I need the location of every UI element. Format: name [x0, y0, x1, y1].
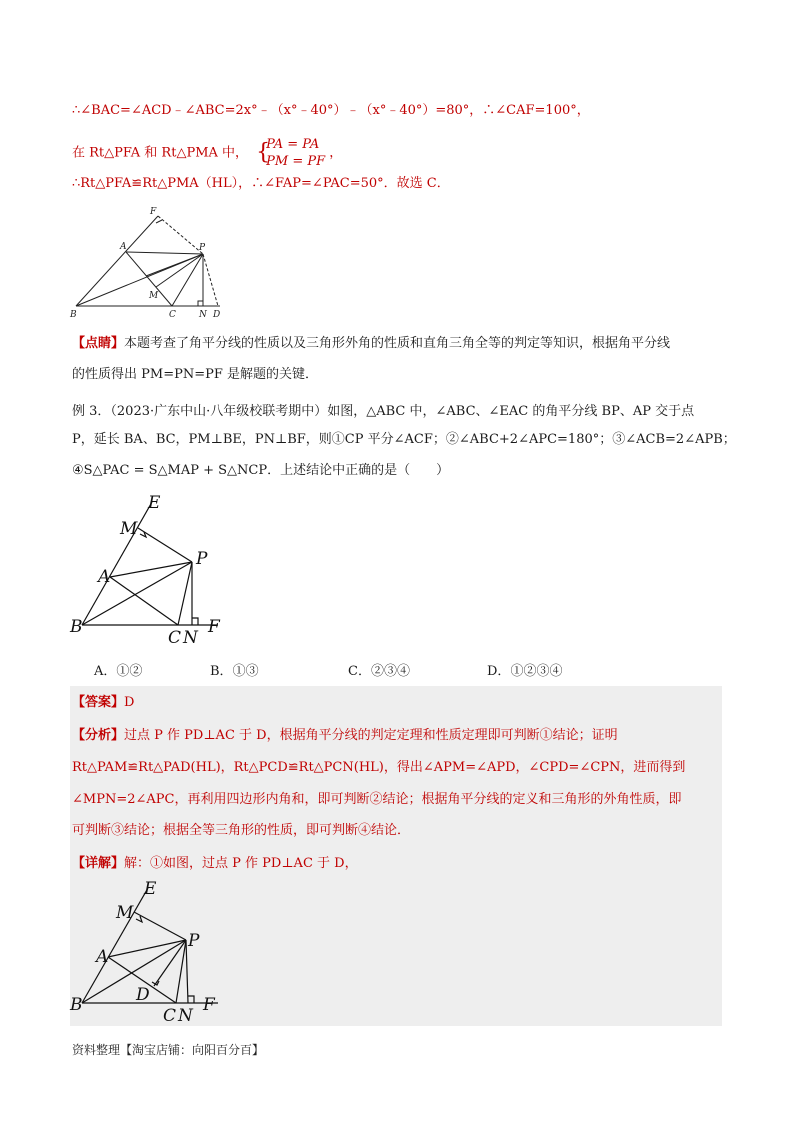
detail-tag: 【详解】	[72, 856, 125, 871]
figure-1	[68, 203, 228, 323]
label-m: M	[149, 291, 159, 301]
option-d[interactable]: D．①②③④	[487, 664, 563, 679]
label-b: B	[70, 617, 83, 637]
option-c[interactable]: C．②③④	[348, 664, 410, 679]
comment-line-2: 的性质得出 PM=PN=PF 是解题的关键．	[72, 367, 318, 382]
equation-top: PA = PA	[266, 137, 320, 152]
example-line-3: ④S△PAC = S△MAP + S△NCP．上述结论中正确的是（ ）	[72, 463, 450, 478]
label-n: N	[178, 1006, 193, 1026]
label-a: A	[98, 567, 111, 587]
figure-3	[68, 880, 238, 1028]
label-a: A	[120, 242, 127, 252]
line-pm	[134, 912, 186, 940]
equation-bottom: PM = PF	[266, 154, 326, 169]
label-e: E	[144, 880, 157, 899]
comment-line-1: 【点睛】本题考查了角平分线的性质以及三角形外角的性质和直角三角全等的判定等知识，根据角平分线	[72, 336, 671, 351]
label-a: A	[96, 947, 109, 967]
label-b: B	[70, 310, 77, 320]
solution-text-3: ∴Rt△PFA≌Rt△PMA（HL），∴∠FAP=∠PAC=50°．故选 C．	[72, 176, 450, 191]
detail-line: 【详解】解：①如图，过点 P 作 PD⊥AC 于 D，	[72, 856, 358, 871]
analysis-line-3: ∠MPN=2∠APC，再利用四边形内角和，即可判断②结论；根据角平分线的定义和三角形的外角性质，即	[72, 792, 682, 807]
line-pm	[138, 528, 192, 562]
comment-tag: 【点睛】	[72, 336, 125, 351]
answer-line	[72, 692, 134, 714]
label-d: D	[213, 310, 221, 320]
label-c: C	[169, 310, 176, 320]
line-ac	[110, 577, 178, 625]
analysis-line-2: Rt△PAM≌Rt△PAD(HL)，Rt△PCD≌Rt△PCN(HL)，得出∠APM=∠APD，∠CPD=∠CPN，进而得到	[72, 760, 686, 775]
equation-system: { PA = PA PM = PF	[256, 137, 326, 169]
solution-text-2: 在 Rt△PFA 和 Rt△PMA 中，	[72, 145, 249, 161]
example-line-1: 例 3．（2023·广东中山·八年级校联考期中）如图，△ABC 中，∠ABC、∠EAC 的角平分线 BP、AP 交于点	[72, 404, 695, 419]
label-e: E	[148, 493, 161, 513]
line-pc	[178, 562, 192, 625]
example-line-2: P，延长 BA、BC，PM⊥BE，PN⊥BF，则①CP 平分∠ACF；②∠ABC+2∠APC=180°；③∠ACB=2∠APB；	[72, 432, 736, 447]
label-n: N	[199, 310, 207, 320]
label-p: P	[196, 549, 208, 569]
line-be	[82, 502, 152, 625]
option-a[interactable]: A．①②	[94, 664, 143, 679]
line-ap	[108, 940, 186, 957]
label-f: F	[208, 617, 220, 637]
label-c: C	[168, 628, 182, 648]
option-b[interactable]: B．①③	[210, 664, 259, 679]
solution-text-1: ∴∠BAC=∠ACD﹣∠ABC=2x°﹣（x°﹣40°）﹣（x°﹣40°）=80°，∴∠CAF=100°，	[72, 103, 590, 118]
label-p: P	[188, 931, 200, 951]
answer-value: D	[124, 695, 135, 710]
label-b: B	[70, 995, 83, 1015]
label-m: M	[120, 519, 138, 539]
analysis-line-1: 【分析】过点 P 作 PD⊥AC 于 D，根据角平分线的判定定理和性质定理即可判断①结论；证明	[72, 728, 618, 743]
label-c: C	[163, 1006, 177, 1026]
solution-line-1	[72, 100, 590, 122]
analysis-line-4: 可判断③结论；根据全等三角形的性质，即可判断④结论．	[72, 823, 411, 838]
line-pc	[176, 940, 186, 1003]
solution-line-3	[72, 173, 450, 195]
label-d: D	[136, 985, 150, 1005]
analysis-tag: 【分析】	[72, 728, 125, 743]
footer: 资料整理【淘宝店铺：向阳百分百】	[72, 1043, 265, 1057]
label-f: F	[203, 995, 215, 1015]
figure-2	[68, 490, 238, 650]
label-n: N	[183, 628, 198, 648]
answer-tag: 【答案】	[72, 695, 125, 710]
label-f: F	[150, 207, 157, 217]
line-pd	[154, 940, 186, 986]
label-m: M	[116, 903, 134, 923]
solution-line-2: 在 Rt△PFA 和 Rt△PMA 中， { PA = PA PM = PF ，	[72, 137, 343, 169]
label-p: P	[199, 243, 206, 253]
